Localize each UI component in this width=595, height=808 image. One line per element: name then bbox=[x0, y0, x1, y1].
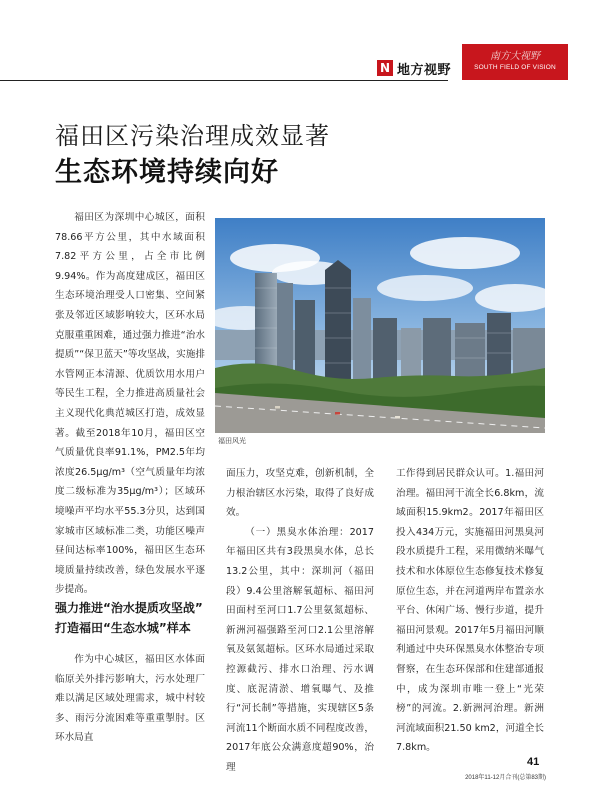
section2-paragraph: （一）黑臭水体治理：2017年福田区共有3段黑臭水体，总长13.2公里，其中：深圳河（福田段）9.4公里溶解氧超标、福田河田面村至河口1.7公里氨氮超标、新洲河福强路至河口2.1公里溶解氧及氨氮超标。区环水局通过采取控源截污、排水口治理、污水调度、底泥清淤、增氧曝气、及推行“河长制”等措施，实现辖区5条河流11个断面水质不同程度改善，2017年底公众满意度超90%，治理 bbox=[226, 526, 374, 773]
issue-info: 2018年11-12月合刊(总第83期) bbox=[465, 775, 546, 781]
city-photo-image bbox=[215, 218, 545, 433]
city-photo bbox=[215, 218, 545, 433]
section-heading-line1: 强力推进“治水提质攻坚战” bbox=[55, 601, 203, 615]
section-logo: N bbox=[377, 60, 393, 76]
section-heading-line2: 打造福田“生态水城”样本 bbox=[55, 621, 191, 635]
header-rule bbox=[0, 80, 448, 81]
section1-paragraph: 作为中心城区，福田区水体面临原关外排污影响大，污水处理厂难以满足区域处理需求，城中村较多、雨污分流困难等重重掣肘。区环水局直 bbox=[55, 654, 205, 744]
column-left-bottom bbox=[55, 650, 205, 748]
section3-paragraph: 工作得到居民群众认可。1.福田河治理。福田河干流全长6.8km，流域面积15.9km2。2017年福田区投入434万元，实施福田河黑臭河段水质提升工程，采用微纳米曝气技术和水体原位生态修复技术修复原位生态，并在河道两岸布置亲水平台、休闲广场、慢行步道，提升福田河景观。2017年5月福田河顺利通过中央环保黑臭水体整治专项督察，在生态环保部和住建部通报中，成为深圳市唯一登上“光荣榜”的河流。2.新洲河治理。新洲河流域面积21.50 km2，河道全长7.8km。 bbox=[396, 468, 544, 754]
section-heading bbox=[55, 598, 215, 638]
brand-english: SOUTH FIELD OF VISION bbox=[474, 64, 556, 71]
column-left-top bbox=[55, 208, 205, 600]
section1-continued: 面压力，攻坚克难，创新机制，全力根治辖区水污染，取得了良好成效。 bbox=[226, 468, 374, 519]
section-tag bbox=[377, 58, 451, 78]
page-number: 41 bbox=[527, 756, 540, 768]
article-subtitle: 生态环境持续向好 bbox=[55, 157, 279, 188]
column-right bbox=[396, 464, 544, 758]
column-middle bbox=[226, 464, 374, 778]
intro-paragraph: 福田区为深圳中心城区，面积78.66平方公里，其中水域面积7.82平方公里，占全市比例9.94%。作为高度建成区，福田区生态环境治理受人口密集、空间紧张及邻近区域影响较大，区环水局克服重重困难，通过强力推进“治水提质”“保卫蓝天”等攻坚战，实施排水管网正本清源、优质饮用水用户等民生工程，全力推进高质量社会主义现代化典范城区打造，成效显著。截至2018年10月，福田区空气质量优良率91.1%，PM2.5年均浓度26.5μg/m³（空气质量年均浓度二级标准为35μg/m³）；区域环境噪声平均水平55.3分贝，达到国家城市区域标准二类，功能区噪声昼间达标率100%，福田区生态环境质量持续改善，绿色发展水平逐步提高。 bbox=[55, 212, 205, 596]
brand-name: 南方大视野 bbox=[490, 51, 540, 62]
section-name: 地方视野 bbox=[397, 62, 452, 78]
photo-caption: 福田风光 bbox=[218, 437, 246, 445]
article-title: 福田区污染治理成效显著 bbox=[55, 122, 330, 150]
